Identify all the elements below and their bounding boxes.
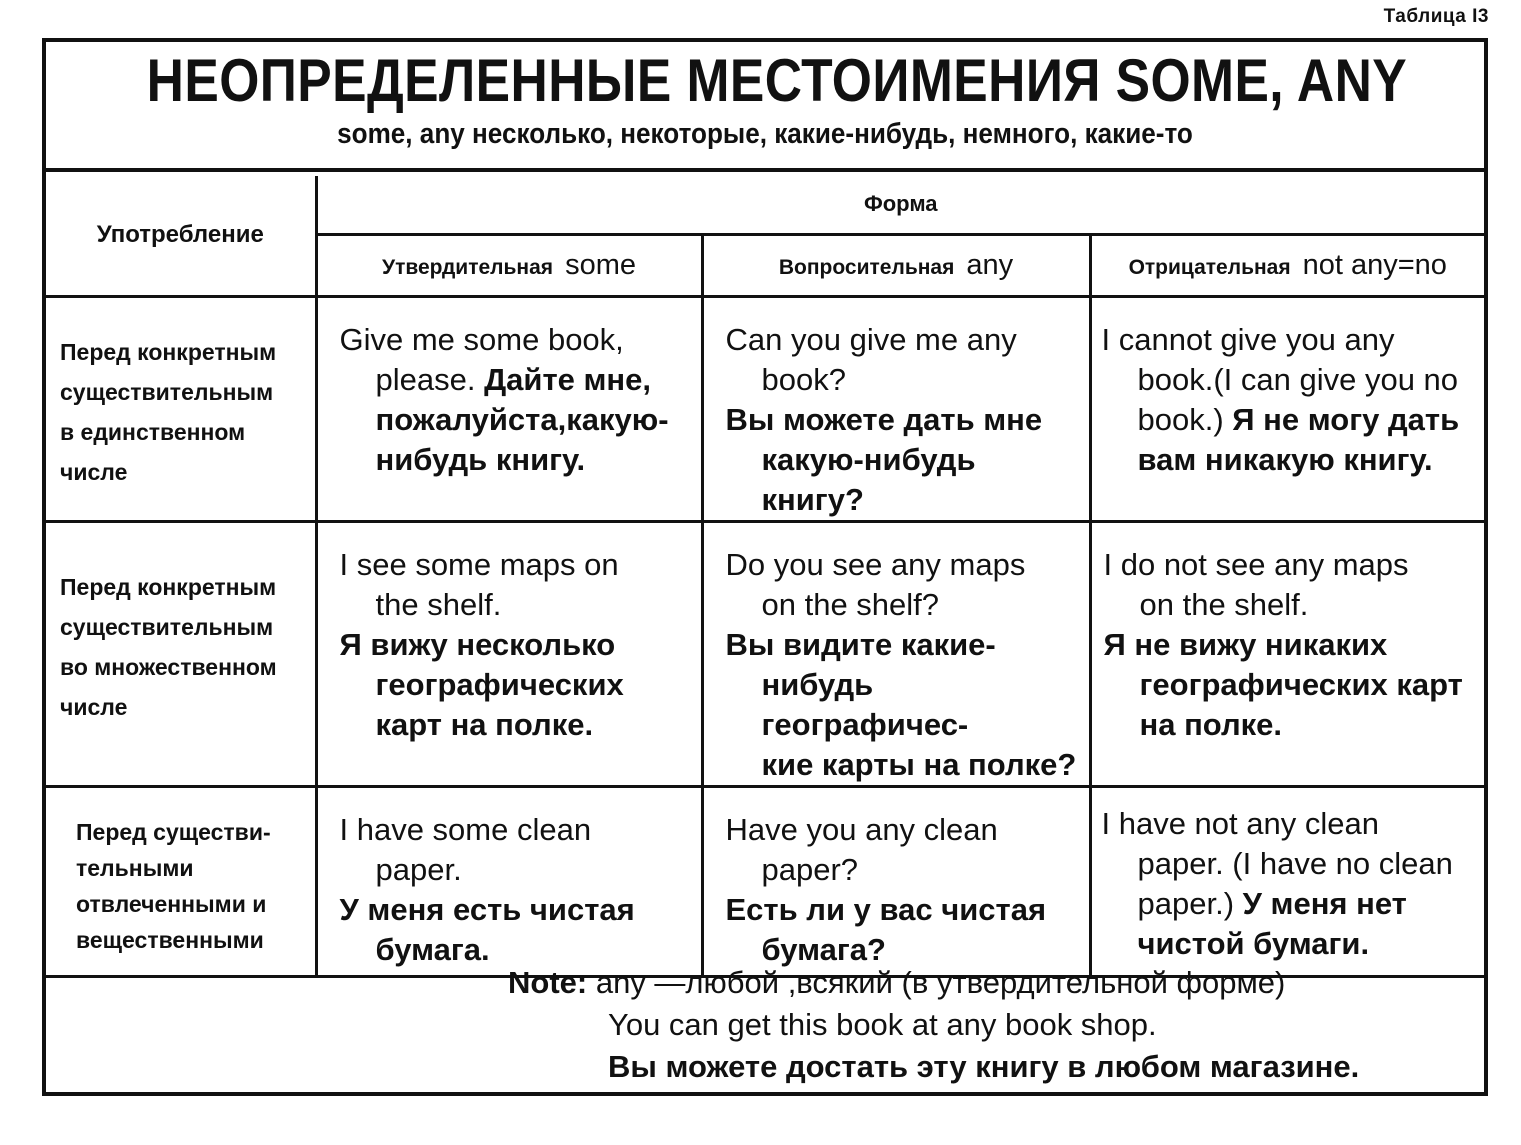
example-ru-line: нибудь книгу. xyxy=(375,441,586,477)
example-mixed-line xyxy=(1102,400,1477,440)
example-en-line: the shelf. xyxy=(375,586,502,622)
usage-line: числе xyxy=(60,693,128,720)
table-row xyxy=(46,296,1484,521)
example-ru-line: Есть ли у вас чистая xyxy=(725,891,1047,927)
grammar-sheet xyxy=(42,38,1488,1096)
page-title: НЕОПРЕДЕЛЕННЫЕ МЕСТОИМЕНИЯ SOME, ANY xyxy=(146,47,1408,114)
table-number: Таблица I3 xyxy=(1383,6,1489,27)
example-ru-line: Я не вижу никаких xyxy=(1103,626,1388,662)
example-ru-line: чистой бумаги. xyxy=(1137,925,1370,961)
negative-example xyxy=(1090,786,1484,976)
example-en-line: on the shelf? xyxy=(761,586,940,622)
example-en-line: book.(I can give you no xyxy=(1137,361,1459,397)
example-ru-line: географических xyxy=(375,666,624,702)
note-section xyxy=(46,952,1484,1092)
example-en-line: I have not any clean xyxy=(1101,805,1379,841)
example-ru-line: вам никакую книгу. xyxy=(1137,441,1433,477)
example-en-line: Give me some book, xyxy=(339,321,624,357)
example-en-line: paper. (I have no clean xyxy=(1137,845,1453,881)
pronoun-table xyxy=(46,176,1484,978)
interrogative-word: any xyxy=(966,248,1014,281)
usage-line: вещественными xyxy=(76,926,264,953)
example-ru-line: У меня есть чистая xyxy=(339,891,635,927)
note-definition: any —любой ,всякий (в утвердительной форме) xyxy=(587,965,1286,1000)
example-en-line: Can you give me any xyxy=(725,321,1017,357)
usage-cell xyxy=(46,786,316,976)
negative-example xyxy=(1090,521,1484,786)
example-en-line: I cannot give you any xyxy=(1101,321,1395,357)
example-en-line: I do not see any maps xyxy=(1103,546,1409,582)
usage-line: существительным xyxy=(60,378,274,405)
usage-line: числе xyxy=(60,458,128,485)
example-en-fragment: please. xyxy=(375,361,476,397)
example-en-fragment: paper.) xyxy=(1137,885,1235,921)
example-en-line: paper. xyxy=(375,851,462,887)
negative-column-header xyxy=(1090,234,1484,296)
note-line: You can get this book at any book shop. xyxy=(608,1007,1157,1042)
affirmative-example xyxy=(316,521,702,786)
negative-example xyxy=(1090,296,1484,521)
note-line: Вы можете достать эту книгу в любом магазине. xyxy=(608,1049,1360,1084)
usage-line: во множественном xyxy=(60,653,277,680)
usage-line: тельными xyxy=(76,854,194,881)
example-mixed-line xyxy=(340,360,693,400)
example-mixed-line xyxy=(1102,884,1477,924)
example-ru-line: карт на полке. xyxy=(375,706,594,742)
example-ru-fragment: У меня нет xyxy=(1234,885,1407,921)
example-en-fragment: book.) xyxy=(1137,401,1224,437)
usage-column-header: Употребление xyxy=(46,176,316,296)
usage-cell xyxy=(46,296,316,521)
usage-line: отвлеченными и xyxy=(76,890,267,917)
example-ru-line: бумага? xyxy=(761,931,886,967)
usage-cell xyxy=(46,521,316,786)
example-en-line: paper? xyxy=(761,851,859,887)
table-row xyxy=(46,521,1484,786)
usage-line: Перед конкретным xyxy=(60,338,277,365)
example-en-line: Have you any clean xyxy=(725,811,998,847)
affirmative-word: some xyxy=(565,248,636,281)
affirmative-example xyxy=(316,786,702,976)
example-ru-line: кие карты на полке? xyxy=(761,746,1077,782)
example-ru-fragment: Я не могу дать xyxy=(1223,401,1460,437)
example-ru-line: какую-нибудь книгу? xyxy=(761,441,976,517)
table-row xyxy=(46,786,1484,976)
affirmative-example xyxy=(316,296,702,521)
example-ru-line: пожалуйста,какую- xyxy=(375,401,669,437)
example-ru-line: на полке. xyxy=(1139,706,1283,742)
example-en-line: on the shelf. xyxy=(1139,586,1309,622)
example-ru-line: географических карт xyxy=(1139,666,1463,702)
example-ru-line: Вы можете дать мне xyxy=(725,401,1043,437)
example-ru-line: Я вижу несколько xyxy=(339,626,616,662)
note-label: Note: xyxy=(508,965,588,1000)
usage-line: Перед существи- xyxy=(76,818,271,845)
usage-line: Перед конкретным xyxy=(60,573,277,600)
negative-label: Отрицательная xyxy=(1128,255,1291,279)
negative-word: not any=no xyxy=(1302,248,1447,281)
note-line xyxy=(508,962,1285,1004)
form-column-header: Форма xyxy=(316,176,1484,234)
affirmative-column-header xyxy=(316,234,702,296)
example-ru-line: нибудь географичес- xyxy=(761,666,969,742)
affirmative-label: Утвердительная xyxy=(382,255,554,279)
example-ru-fragment: Дайте мне, xyxy=(475,361,652,397)
sheet-header xyxy=(46,42,1484,172)
example-ru-line: бумага. xyxy=(375,931,490,967)
example-ru-line: Вы видите какие- xyxy=(725,626,996,662)
example-en-line: book? xyxy=(761,361,846,397)
usage-line: существительным xyxy=(60,613,274,640)
table-header-row xyxy=(46,176,1484,234)
interrogative-column-header xyxy=(702,234,1090,296)
usage-line: в единственном xyxy=(60,418,246,445)
example-en-line: I have some clean xyxy=(339,811,592,847)
interrogative-example xyxy=(702,521,1090,786)
example-en-line: Do you see any maps xyxy=(725,546,1026,582)
interrogative-example xyxy=(702,296,1090,521)
interrogative-label: Вопросительная xyxy=(778,255,955,279)
interrogative-example xyxy=(702,786,1090,976)
page-subtitle: some, any несколько, некоторые, какие-нибудь, немного, какие-то xyxy=(337,118,1193,150)
example-en-line: I see some maps on xyxy=(339,546,619,582)
